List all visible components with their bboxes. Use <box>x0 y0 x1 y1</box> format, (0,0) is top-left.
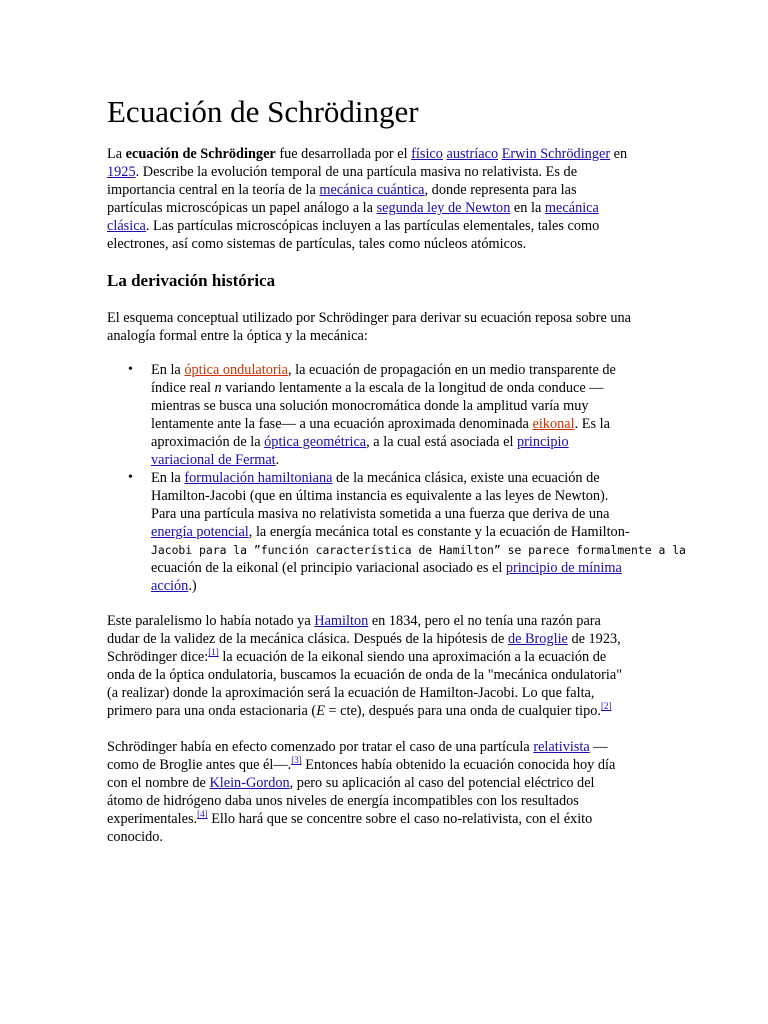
text: electrones, así como sistemas de partículas, tales como núcleos atómicos. <box>107 236 527 252</box>
link-erwin-schrodinger[interactable]: Erwin Schrödinger <box>501 146 611 162</box>
text: En la <box>151 470 185 486</box>
text: , la ecuación de propagación en un medio transparente de <box>287 362 616 378</box>
text: , pero su aplicación al caso del potencial eléctrico del <box>289 775 595 791</box>
reference-link-2[interactable]: [2] <box>600 701 612 711</box>
link-energia-potencial[interactable]: energía potencial <box>151 524 249 540</box>
text: variando lentamente a la escala de la longitud de onda conduce — <box>221 380 604 396</box>
text: importancia central en la teoría de la <box>107 182 320 198</box>
text: — <box>589 739 608 755</box>
text: en 1834, pero el no tenía una razón para <box>368 613 601 629</box>
text: = cte), después para una onda de cualquier tipo. <box>324 703 601 719</box>
text: primero para una onda estacionaria ( <box>107 703 317 719</box>
link-optica-ondulatoria[interactable]: óptica ondulatoria <box>184 362 288 378</box>
text: experimentales. <box>107 811 198 827</box>
text: .) <box>188 578 197 594</box>
text: de 1923, <box>567 631 621 647</box>
text: mientras se busca una solución monocromática donde la amplitud varía muy <box>151 398 589 414</box>
text: partículas microscópicas un papel análogo a la <box>107 200 377 216</box>
link-relativista[interactable]: relativista <box>533 739 590 755</box>
text: átomo de hidrógeno daba unos niveles de energía incompatibles con los resultados <box>107 793 579 809</box>
link-principio-minima-accion[interactable]: acción <box>151 578 189 594</box>
link-austriaco[interactable]: austríaco <box>446 146 499 162</box>
bullet-icon: • <box>128 470 133 485</box>
text: , a la cual está asociada el <box>366 434 517 450</box>
bullet-icon: • <box>128 362 133 377</box>
text: con el nombre de <box>107 775 210 791</box>
link-mecanica-cuantica[interactable]: mecánica cuántica <box>319 182 425 198</box>
link-mecanica-clasica[interactable]: mecánica <box>544 200 599 216</box>
text: fue desarrollada por el <box>275 146 412 162</box>
text: La <box>107 146 126 162</box>
variable-n: n <box>214 380 222 396</box>
text: Jacobi para la ”función característica de Hamilton” se parece formalmente a la <box>151 543 686 557</box>
text: ecuación de la eikonal (el principio variacional asociado es el <box>151 560 506 576</box>
text: índice real <box>151 380 215 396</box>
text: en <box>610 146 628 162</box>
section-heading: La derivación histórica <box>107 271 276 290</box>
text: la ecuación de la eikonal siendo una aproximación a la ecuación de <box>218 649 607 665</box>
link-eikonal[interactable]: eikonal <box>532 416 575 432</box>
link-klein-gordon[interactable]: Klein-Gordon <box>209 775 290 791</box>
list-item <box>151 361 671 469</box>
link-optica-geometrica[interactable]: óptica geométrica <box>264 434 367 450</box>
paragraph-3 <box>107 612 667 720</box>
text: . <box>275 452 280 468</box>
link-1925[interactable]: 1925 <box>107 164 136 180</box>
reference-link-1[interactable]: [1] <box>208 647 219 657</box>
text: . Las partículas microscópicas incluyen a las partículas elementales, tales como <box>145 218 600 234</box>
text: Schrödinger dice: <box>107 649 209 665</box>
link-mecanica-clasica[interactable]: clásica <box>107 218 146 234</box>
text: . Describe la evolución temporal de una partícula masiva no relativista. Es de <box>135 164 578 180</box>
text: Ello hará que se concentre sobre el caso no-relativista, con el éxito <box>207 811 593 827</box>
link-hamilton[interactable]: Hamilton <box>314 613 369 629</box>
text: , la energía mecánica total es constante y la ecuación de Hamilton- <box>248 524 630 540</box>
reference-link-4[interactable]: [4] <box>197 809 208 819</box>
text: Schrödinger había en efecto comenzado por tratar el caso de una partícula <box>107 739 534 755</box>
text: . Es la <box>574 416 610 432</box>
link-segunda-ley-newton[interactable]: segunda ley de Newton <box>376 200 511 216</box>
text: En la <box>151 362 185 378</box>
text: aproximación de la <box>151 434 265 450</box>
list-item <box>151 469 686 595</box>
text: conocido. <box>107 829 163 845</box>
paragraph-2 <box>107 309 667 345</box>
paragraph-4 <box>107 738 667 846</box>
text: , donde representa para las <box>424 182 577 198</box>
text: Para una partícula masiva no relativista sometida a una fuerza que deriva de una <box>151 506 610 522</box>
link-de-broglie[interactable]: de Broglie <box>507 631 568 647</box>
text: de la mecánica clásica, existe una ecuación de <box>332 470 600 486</box>
text: analogía formal entre la óptica y la mecánica: <box>107 328 368 344</box>
text: como de Broglie antes que él—. <box>107 757 292 773</box>
link-principio-minima-accion[interactable]: principio de mínima <box>505 560 622 576</box>
text: Entonces había obtenido la ecuación conocida hoy día <box>301 757 616 773</box>
text: Hamilton-Jacobi (que en última instancia es equivalente a las leyes de Newton). <box>151 488 609 504</box>
link-formulacion-hamiltoniana[interactable]: formulación hamiltoniana <box>184 470 333 486</box>
text: lentamente ante la fase— a una ecuación aproximada denominada <box>151 416 533 432</box>
text: en la <box>510 200 545 216</box>
link-principio-variacional-fermat[interactable]: principio <box>517 434 569 450</box>
link-principio-variacional-fermat[interactable]: variacional de Fermat <box>151 452 276 468</box>
text: El esquema conceptual utilizado por Schrödinger para derivar su ecuación reposa sobre una <box>107 310 632 326</box>
link-fisico[interactable]: físico <box>411 146 443 162</box>
variable-e: E <box>316 703 325 719</box>
reference-link-3[interactable]: [3] <box>291 755 302 765</box>
text: Este paralelismo lo había notado ya <box>107 613 315 629</box>
page-title: Ecuación de Schrödinger <box>107 94 419 129</box>
text: dudar de la validez de la mecánica clásica. Después de la hipótesis de <box>107 631 508 647</box>
text: onda de la óptica ondulatoria, buscamos la ecuación de onda de la "mecánica ondulatoria" <box>107 667 623 683</box>
text: (a realizar) donde la aproximación será la ecuación de Hamilton-Jacobi. Lo que falta, <box>107 685 595 701</box>
intro-paragraph <box>107 145 667 253</box>
bold-term: ecuación de Schrödinger <box>125 146 276 162</box>
